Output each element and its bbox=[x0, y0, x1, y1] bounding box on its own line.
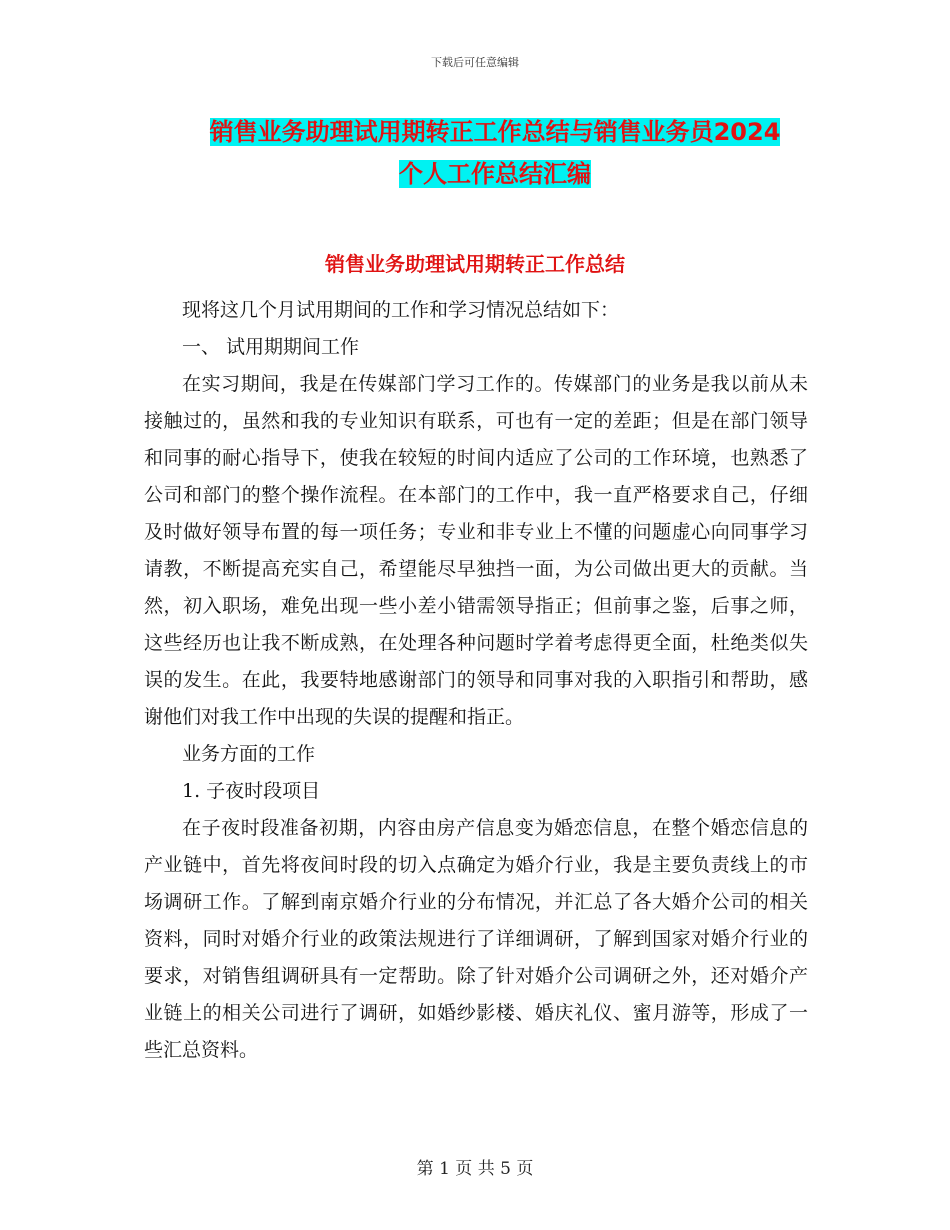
header-note: 下载后可任意编辑 bbox=[431, 56, 519, 69]
intro-paragraph: 现将这几个月试用期间的工作和学习情况总结如下： bbox=[182, 299, 620, 321]
heading-business-work: 业务方面的工作 bbox=[182, 743, 316, 765]
probation-paragraph: 在实习期间，我是在传媒部门学习工作的。传媒部门的业务是我以前从未接触过的，虽然和我的专业知识有联系，可也有一定的差距；但是在部门领导和同事的耐心指导下，使我在较短的时间内适应了公司的工作环境，也熟悉了公司和部门的整个操作流程。在本部门的工作中，我一直严格要求自己，仔细及时做好领导布置的每一项任务；专业和非专业上不懂的问题虚心向同事学习请教，不断提高充实自己，希望能尽早独挡一面，为公司做出更大的贡献。当然，初入职场，难免出现一些小差小错需领导指正；但前事之鉴，后事之师，这些经历也让我不断成熟，在处理各种问题时学着考虑得更全面，杜绝类似失误的发生。在此，我要特地感谢部门的领导和同事对我的入职指引和帮助，感谢他们对我工作中出现的失误的提醒和指正。 bbox=[144, 373, 808, 728]
document-title-line-1: 销售业务助理试用期转正工作总结与销售业务员2024 bbox=[209, 118, 781, 146]
section-title: 销售业务助理试用期转正工作总结 bbox=[325, 252, 625, 276]
heading-midnight-project: 1. 子夜时段项目 bbox=[182, 780, 321, 802]
midnight-project-paragraph: 在子夜时段准备初期，内容由房产信息变为婚恋信息，在整个婚恋信息的产业链中，首先将夜间时段的切入点确定为婚介行业，我是主要负责线上的市场调研工作。了解到南京婚介行业的分布情况，并汇总了各大婚介公司的相关资料，同时对婚介行业的政策法规进行了详细调研，了解到国家对婚介行业的要求，对销售组调研具有一定帮助。除了针对婚介公司调研之外，还对婚介产业链上的相关公司进行了调研，如婚纱影楼、婚庆礼仪、蜜月游等，形成了一些汇总资料。 bbox=[144, 817, 808, 1061]
document-title bbox=[140, 111, 850, 195]
heading-probation-work: 一、 试用期期间工作 bbox=[182, 336, 360, 358]
document-body bbox=[144, 292, 808, 1069]
page-footer: 第 1 页 共 5 页 bbox=[416, 1159, 534, 1179]
document-title-line-2: 个人工作总结汇编 bbox=[399, 160, 591, 188]
